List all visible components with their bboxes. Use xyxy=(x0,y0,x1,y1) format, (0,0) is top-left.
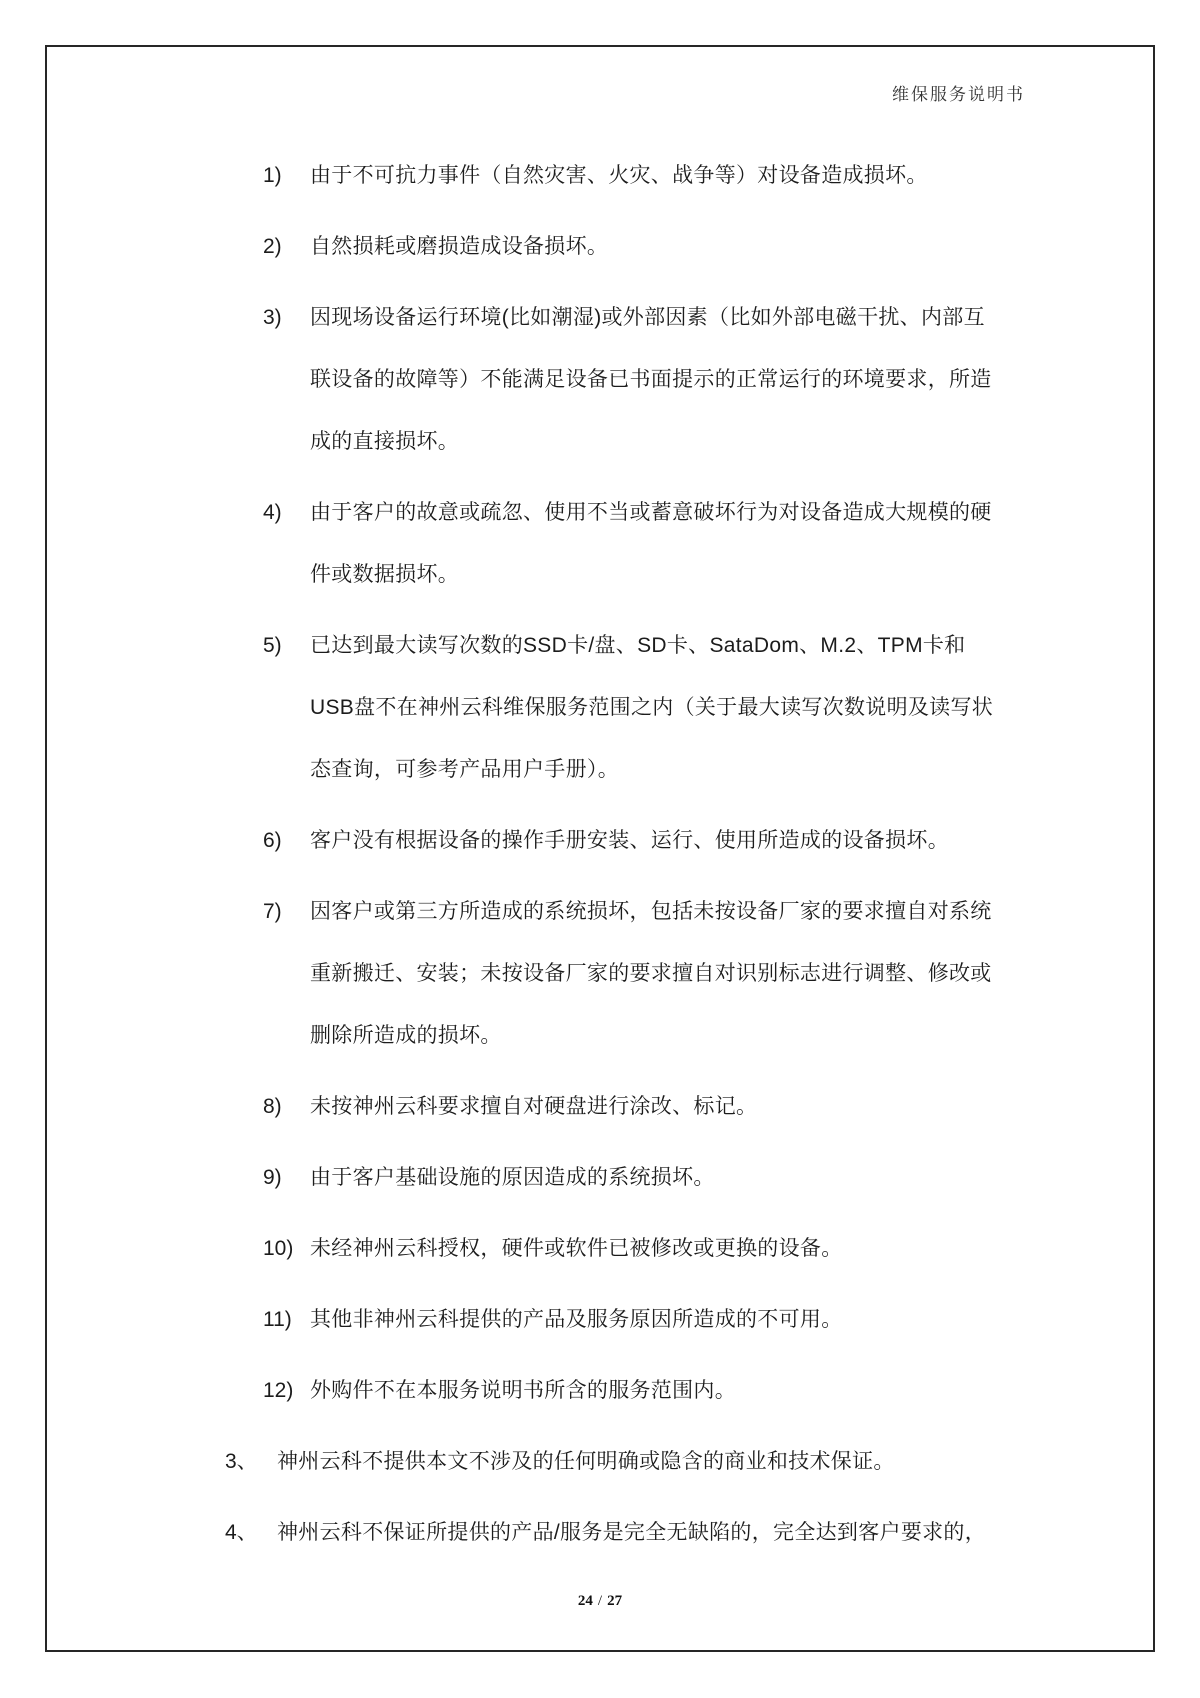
list-item xyxy=(225,1431,980,1493)
list-item xyxy=(263,810,980,872)
text-line: 删除所造成的损坏。 xyxy=(310,1024,502,1047)
text-line: 件或数据损坏。 xyxy=(310,563,460,586)
list-item xyxy=(263,287,992,473)
list-item-text xyxy=(310,145,980,207)
text-line: 由于客户基础设施的原因造成的系统损坏。 xyxy=(310,1166,715,1189)
list-item-number: 5) xyxy=(263,634,282,657)
list-item-number: 8) xyxy=(263,1095,282,1118)
list-item-text xyxy=(277,1502,987,1564)
list-item-text xyxy=(310,810,980,872)
list-item-number: 2) xyxy=(263,235,282,258)
list-item-text xyxy=(277,1431,980,1493)
page-footer xyxy=(0,1593,1200,1610)
list-item-number: 10) xyxy=(263,1237,294,1260)
list-item-number: 4) xyxy=(263,501,282,524)
list-item-number: 9) xyxy=(263,1166,282,1189)
text-line: 由于不可抗力事件（自然灾害、火灾、战争等）对设备造成损坏。 xyxy=(310,164,928,187)
page-header-title: 维保服务说明书 xyxy=(892,85,1025,104)
list-item-number: 4、 xyxy=(225,1521,258,1544)
text-line: 联设备的故障等）不能满足设备已书面提示的正常运行的环境要求，所造 xyxy=(310,368,992,391)
list-item xyxy=(263,1218,980,1280)
text-line: 未经神州云科授权，硬件或软件已被修改或更换的设备。 xyxy=(310,1237,843,1260)
list-item-number: 12) xyxy=(263,1379,294,1402)
list-item xyxy=(263,1076,980,1138)
list-item-text xyxy=(310,1076,980,1138)
list-item xyxy=(263,1360,980,1422)
list-item-text xyxy=(310,1360,980,1422)
text-line: 未按神州云科要求擅自对硬盘进行涂改、标记。 xyxy=(310,1095,758,1118)
list-item xyxy=(263,1147,980,1209)
list-item-number: 11) xyxy=(263,1308,292,1331)
text-line: 重新搬迁、安装；未按设备厂家的要求擅自对识别标志进行调整、修改或 xyxy=(310,962,992,985)
page-number-separator: / xyxy=(597,1593,603,1609)
page-number-current: 24 xyxy=(577,1593,593,1609)
list-item-text xyxy=(310,482,992,606)
text-line: 因客户或第三方所造成的系统损坏，包括未按设备厂家的要求擅自对系统 xyxy=(310,900,992,923)
list-item xyxy=(263,881,992,1067)
list-item xyxy=(263,482,992,606)
list-item-text xyxy=(310,1147,980,1209)
text-line: 已达到最大读写次数的SSD卡/盘、SD卡、SataDom、M.2、TPM卡和 xyxy=(310,634,966,657)
text-line: 客户没有根据设备的操作手册安装、运行、使用所造成的设备损坏。 xyxy=(310,829,949,852)
text-line: 神州云科不保证所提供的产品/服务是完全无缺陷的，完全达到客户要求的， xyxy=(277,1521,987,1544)
text-line: 神州云科不提供本文不涉及的任何明确或隐含的商业和技术保证。 xyxy=(277,1450,895,1473)
list-item-text xyxy=(310,881,992,1067)
text-line: 因现场设备运行环境(比如潮湿)或外部因素（比如外部电磁干扰、内部互 xyxy=(310,306,985,329)
list-item-number: 3) xyxy=(263,306,282,329)
list-item-text xyxy=(310,216,980,278)
text-line: 态查询，可参考产品用户手册）。 xyxy=(310,758,619,781)
list-item-text xyxy=(310,1289,980,1351)
list-item-number: 6) xyxy=(263,829,282,852)
list-item-text xyxy=(310,615,994,801)
list-item xyxy=(225,1502,987,1564)
text-line: 自然损耗或磨损造成设备损坏。 xyxy=(310,235,609,258)
text-line: 其他非神州云科提供的产品及服务原因所造成的不可用。 xyxy=(310,1308,843,1331)
text-line: 成的直接损坏。 xyxy=(310,430,460,453)
list-item xyxy=(263,145,980,207)
page-number-total: 27 xyxy=(607,1593,623,1609)
text-line: 由于客户的故意或疏忽、使用不当或蓄意破坏行为对设备造成大规模的硬 xyxy=(310,501,992,524)
list-item xyxy=(263,216,980,278)
list-item-number: 1) xyxy=(263,164,282,187)
list-item-number: 3、 xyxy=(225,1450,258,1473)
list-item xyxy=(263,1289,980,1351)
text-line: 外购件不在本服务说明书所含的服务范围内。 xyxy=(310,1379,736,1402)
list-item-text xyxy=(310,1218,980,1280)
list-item xyxy=(263,615,994,801)
list-item-text xyxy=(310,287,992,473)
document-body xyxy=(225,145,994,1573)
text-line: USB盘不在神州云科维保服务范围之内（关于最大读写次数说明及读写状 xyxy=(310,696,994,719)
list-item-number: 7) xyxy=(263,900,282,923)
